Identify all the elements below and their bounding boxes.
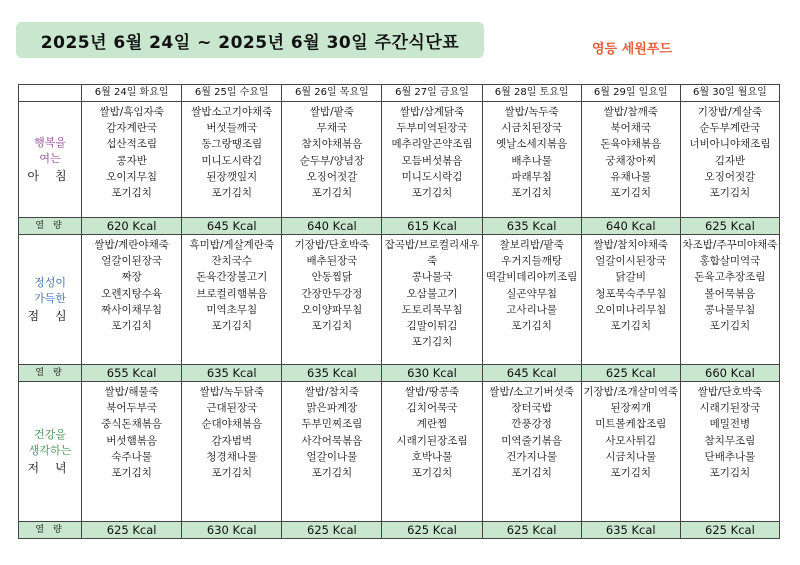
meal-label-line: 가득한 <box>34 292 66 306</box>
menu-item: 김치어묵국 <box>406 402 458 415</box>
menu-item: 포기김치 <box>709 320 751 333</box>
day-header-row <box>19 85 780 102</box>
menu-item: 짜사이채무침 <box>101 303 163 316</box>
menu-item: 오삼불고기 <box>406 287 458 300</box>
menu-item: 포기김치 <box>411 336 453 349</box>
kcal-value: 630 Kcal <box>382 365 482 382</box>
menu-item: 간장만두강정 <box>301 287 363 300</box>
menu-item: 브로컬리햄볶음 <box>196 287 268 300</box>
menu-item: 청포묵숙주무침 <box>595 287 667 300</box>
menu-cell <box>282 235 382 365</box>
menu-item: 포기김치 <box>610 187 652 200</box>
dinner-row <box>19 382 780 522</box>
menu-item: 오징어젓갈 <box>704 170 756 183</box>
menu-item: 두부미역된장국 <box>396 122 468 135</box>
menu-cell <box>182 235 282 365</box>
menu-item: 메밀전병 <box>709 418 751 431</box>
kcal-value: 635 Kcal <box>282 365 382 382</box>
menu-item: 순대야채볶음 <box>201 418 263 431</box>
menu-item: 김말이튀김 <box>406 320 458 333</box>
menu-cell <box>382 102 482 218</box>
lunch-row <box>19 235 780 365</box>
kcal-value: 625 Kcal <box>382 522 482 539</box>
lunch-label <box>19 235 82 365</box>
menu-item: 잡곡밥/브로컬리새우죽 <box>384 239 480 268</box>
day-header: 6월 29일 일요일 <box>581 85 680 102</box>
menu-item: 돈육고추장조림 <box>694 271 766 284</box>
menu-item: 사각어묵볶음 <box>301 434 363 447</box>
meal-label-line: 행복을 <box>34 136 66 150</box>
menu-item: 얼갈이나물 <box>306 450 358 463</box>
kcal-value: 645 Kcal <box>482 365 581 382</box>
menu-item: 잔치국수 <box>211 255 253 268</box>
menu-item: 포기김치 <box>111 320 152 333</box>
menu-item: 닭갈비 <box>615 271 646 284</box>
breakfast-row <box>19 102 780 218</box>
kcal-value: 625 Kcal <box>282 522 382 539</box>
kcal-value: 660 Kcal <box>680 365 779 382</box>
menu-item: 옛날소세지볶음 <box>496 138 568 151</box>
menu-item: 계란찜 <box>416 418 448 431</box>
menu-item: 포기김치 <box>111 187 152 200</box>
breakfast-label <box>19 102 82 218</box>
menu-item: 무채국 <box>316 122 348 135</box>
kcal-value: 625 Kcal <box>82 522 182 539</box>
menu-item: 콩나물국 <box>411 271 453 284</box>
menu-item: 얼갈이된장국 <box>101 255 163 268</box>
menu-item: 오이지무침 <box>106 170 157 183</box>
menu-item: 쌀밥/삼계닭죽 <box>399 106 465 118</box>
kcal-value: 640 Kcal <box>581 218 680 235</box>
menu-item: 기장밥/게살죽 <box>697 106 763 118</box>
day-header: 6월 27일 금요일 <box>382 85 482 102</box>
menu-item: 포기김치 <box>311 320 353 333</box>
menu-item: 쌀밥/참깨죽 <box>603 106 658 118</box>
menu-cell <box>482 235 581 365</box>
menu-item: 쌀밥/팥죽 <box>309 106 354 118</box>
menu-item: 근대된장국 <box>206 402 258 415</box>
menu-item: 건가지나물 <box>506 450 557 463</box>
day-header: 6월 30일 월요일 <box>680 85 779 102</box>
menu-item: 단배추나물 <box>704 450 756 463</box>
menu-item: 떡갈비데리야끼조림 <box>485 271 578 284</box>
menu-item: 포기김치 <box>610 320 652 333</box>
menu-item: 숙주나물 <box>111 450 152 463</box>
menu-item: 포기김치 <box>211 467 253 480</box>
menu-item: 콩나물무침 <box>704 303 756 316</box>
menu-item: 쌀밥/단호박죽 <box>697 386 763 398</box>
menu-item: 우거지들깨탕 <box>501 255 563 268</box>
menu-item: 두부민찌조림 <box>301 418 363 431</box>
kcal-value: 635 Kcal <box>482 218 581 235</box>
menu-item: 오렌지탕수육 <box>101 287 163 300</box>
menu-item: 포기김치 <box>709 467 751 480</box>
kcal-value: 635 Kcal <box>182 365 282 382</box>
kcal-value: 655 Kcal <box>82 365 182 382</box>
menu-item: 돈육야채볶음 <box>600 138 662 151</box>
menu-cell <box>482 102 581 218</box>
menu-item: 쌀밥/소고기버섯죽 <box>489 386 574 398</box>
menu-item: 참치야채볶음 <box>301 138 363 151</box>
menu-item: 쌀밥소고기야채죽 <box>191 106 273 118</box>
menu-cell <box>182 382 282 522</box>
kcal-value: 615 Kcal <box>382 218 482 235</box>
menu-cell <box>581 102 680 218</box>
menu-cell <box>382 382 482 522</box>
kcal-value: 625 Kcal <box>482 522 581 539</box>
menu-item: 시래기된장국 <box>699 402 761 415</box>
weekly-menu-table <box>18 84 780 539</box>
menu-cell <box>82 382 182 522</box>
menu-item: 얼갈이시된장국 <box>595 255 667 268</box>
menu-item: 찰보리밥/팥죽 <box>499 239 564 251</box>
menu-item: 너비아니야채조림 <box>689 138 771 151</box>
menu-item: 유채나물 <box>610 170 652 183</box>
menu-item: 쌀밥/참치죽 <box>304 386 360 398</box>
menu-item: 깐풍강정 <box>511 418 552 431</box>
day-header: 6월 24일 화요일 <box>82 85 182 102</box>
menu-item: 포기김치 <box>511 187 552 200</box>
menu-item: 버섯햄볶음 <box>106 434 157 447</box>
menu-item: 콩자반 <box>116 154 147 167</box>
menu-item: 쌀밥/녹두죽 <box>504 106 559 118</box>
menu-item: 순두부/양념장 <box>299 154 365 167</box>
meal-label-line: 아 침 <box>27 168 73 183</box>
menu-item: 흑미밥/게살계란죽 <box>189 239 275 251</box>
kcal-value: 620 Kcal <box>82 218 182 235</box>
menu-item: 궁채장아찌 <box>605 154 657 167</box>
menu-item: 실곤약무침 <box>506 287 557 300</box>
menu-item: 오이미나리무침 <box>595 303 667 316</box>
menu-item: 호박나물 <box>411 450 453 463</box>
menu-item: 동그랑땡조림 <box>201 138 263 151</box>
menu-item: 순두부계란국 <box>699 122 761 135</box>
menu-cell <box>82 102 182 218</box>
menu-item: 볼어묵볶음 <box>704 287 756 300</box>
menu-item: 포기김치 <box>411 467 453 480</box>
menu-item: 된장찌개 <box>610 402 652 415</box>
menu-item: 쌀밥/해물죽 <box>104 386 159 398</box>
kcal-value: 640 Kcal <box>282 218 382 235</box>
menu-cell <box>182 102 282 218</box>
menu-item: 미니도시락김 <box>201 154 263 167</box>
menu-item: 모듬버섯볶음 <box>401 154 463 167</box>
menu-item: 홍합살미역국 <box>699 255 761 268</box>
menu-cell <box>82 235 182 365</box>
menu-item: 포기김치 <box>511 320 552 333</box>
menu-item: 오이양파무침 <box>301 303 363 316</box>
menu-item: 쌀밥/땅콩죽 <box>404 386 460 398</box>
menu-item: 돈육간장불고기 <box>196 271 268 284</box>
meal-label-line: 정성이 <box>34 276 66 290</box>
menu-item: 포기김치 <box>311 187 353 200</box>
kcal-value: 630 Kcal <box>182 522 282 539</box>
menu-item: 쌀밥/계란야채죽 <box>94 239 169 251</box>
menu-cell <box>680 382 779 522</box>
menu-item: 사모사튀김 <box>605 434 657 447</box>
kcal-value: 625 Kcal <box>680 522 779 539</box>
menu-cell <box>581 382 680 522</box>
menu-item: 포기김치 <box>111 467 152 480</box>
menu-cell <box>282 382 382 522</box>
menu-item: 도토리묵무침 <box>401 303 463 316</box>
dinner-kcal-row <box>19 522 780 539</box>
menu-item: 북어채국 <box>610 122 652 135</box>
dinner-label <box>19 382 82 522</box>
menu-item: 포기김치 <box>610 467 652 480</box>
menu-item: 배추나물 <box>511 154 552 167</box>
meal-label-line: 저 녁 <box>27 460 73 475</box>
menu-item: 파래무침 <box>511 170 552 183</box>
menu-item: 기장밥/조개살미역죽 <box>583 386 679 398</box>
menu-cell <box>382 235 482 365</box>
meal-label-line: 건강을 <box>34 428 66 442</box>
menu-item: 오징어젓갈 <box>306 170 358 183</box>
kcal-value: 635 Kcal <box>581 522 680 539</box>
kcal-value: 625 Kcal <box>581 365 680 382</box>
menu-item: 미역초무침 <box>206 303 258 316</box>
menu-item: 섭산적조림 <box>106 138 157 151</box>
kcal-label: 열 량 <box>19 218 82 235</box>
menu-cell <box>282 102 382 218</box>
menu-item: 메추리알곤약조림 <box>391 138 473 151</box>
lunch-kcal-row <box>19 365 780 382</box>
menu-item: 포기김치 <box>709 187 751 200</box>
menu-item: 기장밥/단호박죽 <box>294 239 370 251</box>
day-header: 6월 28일 토요일 <box>482 85 581 102</box>
menu-item: 북어두부국 <box>106 402 157 415</box>
menu-item: 감자범벅 <box>211 434 253 447</box>
page-title: 2025년 6월 24일 ~ 2025년 6월 30일 주간식단표 <box>16 22 484 58</box>
kcal-value: 645 Kcal <box>182 218 282 235</box>
menu-item: 청경채나물 <box>206 450 258 463</box>
menu-item: 포기김치 <box>311 467 353 480</box>
menu-item: 쌀밥/녹두닭죽 <box>199 386 264 398</box>
menu-item: 중식돈채볶음 <box>101 418 163 431</box>
menu-item: 포기김치 <box>411 187 453 200</box>
kcal-value: 625 Kcal <box>680 218 779 235</box>
menu-cell <box>680 235 779 365</box>
header-corner-cell <box>19 85 82 102</box>
menu-item: 미트볼케찹조림 <box>595 418 667 431</box>
menu-item: 시래기된장조림 <box>396 434 468 447</box>
menu-item: 포기김치 <box>211 320 253 333</box>
menu-item: 짜장 <box>121 271 142 284</box>
menu-item: 된장깻잎지 <box>206 170 258 183</box>
menu-item: 맑은파계장 <box>306 402 358 415</box>
menu-item: 장터국밥 <box>511 402 552 415</box>
kcal-label: 열 량 <box>19 365 82 382</box>
menu-item: 시금치나물 <box>605 450 657 463</box>
menu-item: 참치무조림 <box>704 434 756 447</box>
menu-item: 포기김치 <box>511 467 552 480</box>
menu-item: 포기김치 <box>211 187 253 200</box>
menu-item: 안동찜닭 <box>311 271 353 284</box>
menu-item: 감자계란국 <box>106 122 157 135</box>
menu-item: 고사리나물 <box>506 303 557 316</box>
menu-item: 미역줄기볶음 <box>501 434 563 447</box>
menu-cell <box>680 102 779 218</box>
menu-cell <box>482 382 581 522</box>
menu-item: 차조밥/주꾸미야채죽 <box>682 239 778 251</box>
menu-cell <box>581 235 680 365</box>
meal-label-line: 점 심 <box>27 308 73 323</box>
kcal-label: 열 량 <box>19 522 82 539</box>
menu-item: 김자반 <box>714 154 746 167</box>
day-header: 6월 26일 목요일 <box>282 85 382 102</box>
meal-label-line: 생각하는 <box>28 444 72 458</box>
menu-item: 버섯들깨국 <box>206 122 258 135</box>
menu-item: 쌀밥/흑임자죽 <box>99 106 164 118</box>
menu-item: 배추된장국 <box>306 255 358 268</box>
menu-item: 미니도시락김 <box>401 170 463 183</box>
menu-item: 쌀밥/참치야채죽 <box>593 239 669 251</box>
menu-item: 시금치된장국 <box>501 122 563 135</box>
meal-label-line: 여는 <box>39 152 61 166</box>
breakfast-kcal-row <box>19 218 780 235</box>
company-name: 영등 세원푸드 <box>592 42 672 57</box>
day-header: 6월 25일 수요일 <box>182 85 282 102</box>
